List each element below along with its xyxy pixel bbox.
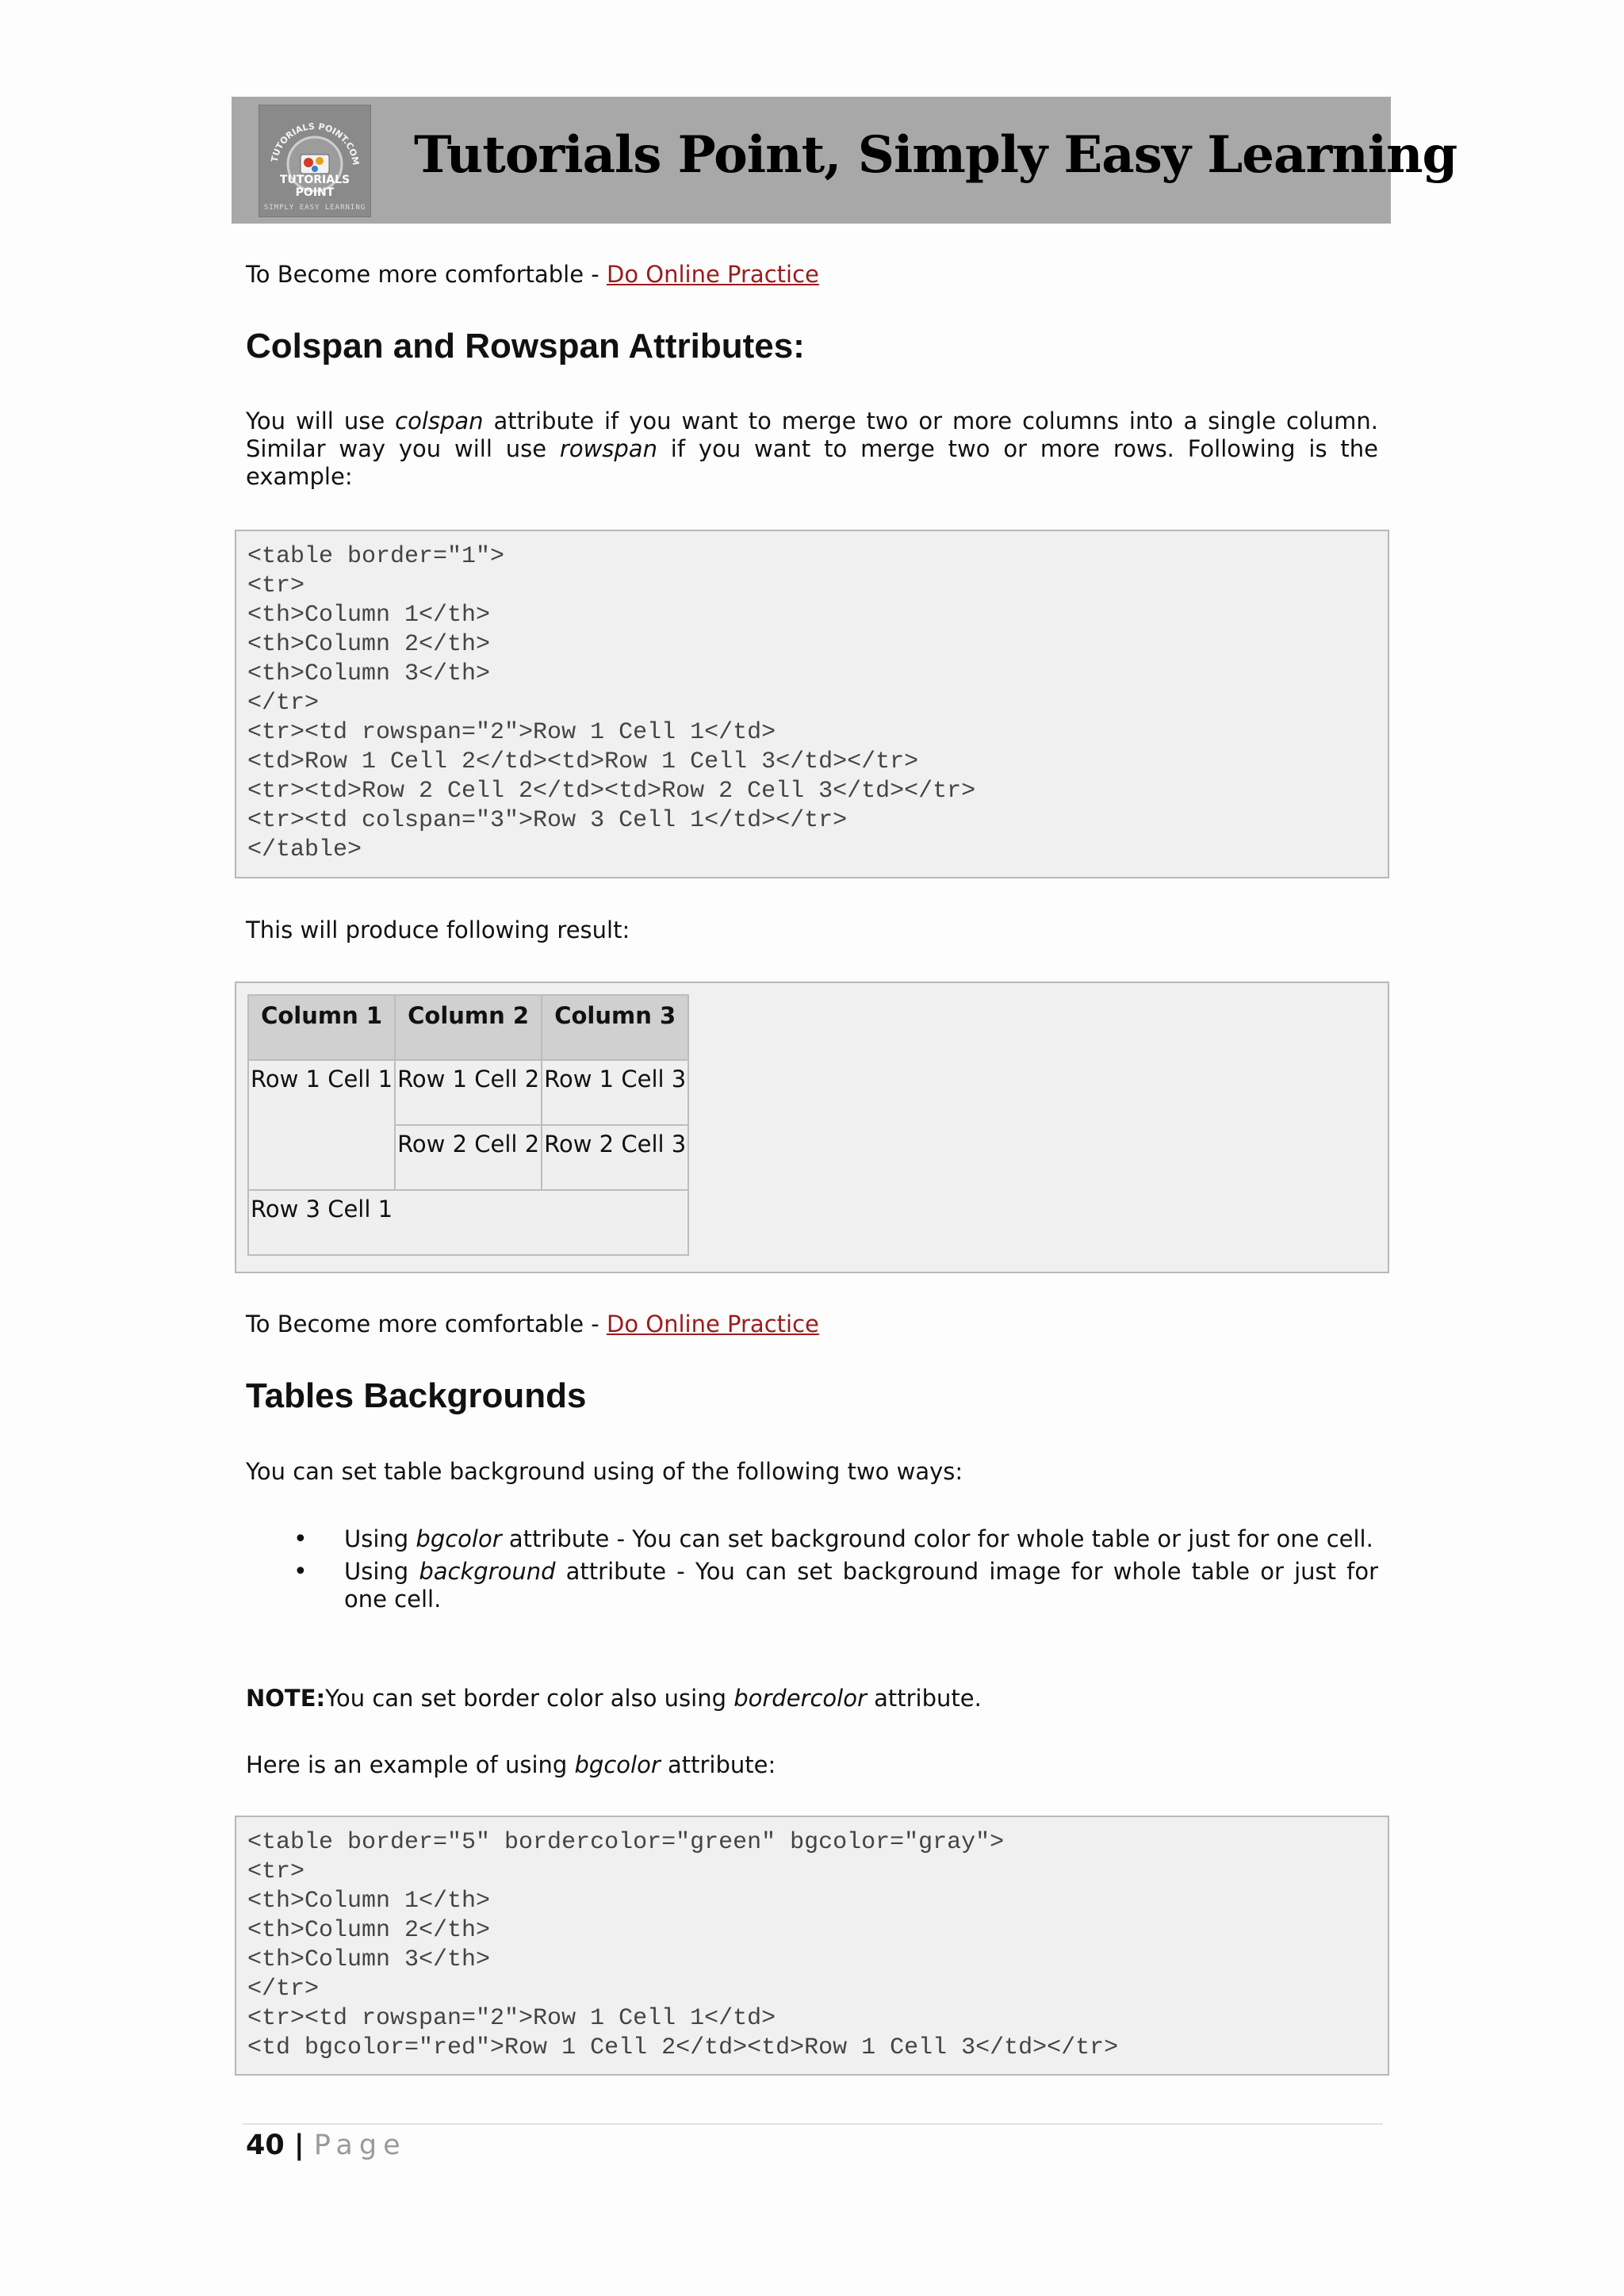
- page-label: Page: [313, 2130, 407, 2161]
- code-line: </table>: [247, 836, 362, 863]
- code-block-bgcolor-example: [235, 1816, 1389, 2076]
- code-line: <tr><td rowspan="2">Row 1 Cell 1</td>: [247, 719, 776, 746]
- code-line: <td bgcolor="red">Row 1 Cell 2</td><td>Row 1 Cell 3</td></tr>: [247, 2034, 1119, 2061]
- code-line: <th>Column 2</th>: [247, 1917, 491, 1944]
- table-header-cell: Column 1: [248, 995, 395, 1060]
- header-banner: [232, 97, 1457, 224]
- code-line: <th>Column 2</th>: [247, 631, 491, 658]
- table-cell: Row 2 Cell 2: [395, 1125, 542, 1190]
- logo-text-tagline: SIMPLY EASY LEARNING: [263, 204, 366, 212]
- code-line: <th>Column 3</th>: [247, 1946, 491, 1973]
- code-line: <tr><td>Row 2 Cell 2</td><td>Row 2 Cell 3</td></tr>: [247, 778, 976, 805]
- code-line: <th>Column 1</th>: [247, 1888, 491, 1915]
- result-table: [247, 994, 689, 1256]
- section-heading-tables-backgrounds: Tables Backgrounds: [246, 1376, 587, 1415]
- table-cell: Row 1 Cell 1: [248, 1060, 395, 1190]
- code-line: <th>Column 3</th>: [247, 660, 491, 687]
- code-line: <tr>: [247, 1858, 305, 1885]
- backgrounds-intro: You can set table background using of the following two ways:: [246, 1458, 963, 1485]
- svg-text:TUTORIALS POINT.COM: TUTORIALS POINT.COM: [269, 121, 362, 166]
- result-preview-box: [235, 982, 1389, 1273]
- page-number: 40: [246, 2130, 285, 2161]
- colspan-description: You will use colspan attribute if you want to merge two or more columns into a single column. Similar way you will use rowspan if you want to merge two or more rows. Following is the example:: [246, 408, 1378, 490]
- banner-title: Tutorials Point, Simply Easy Learning: [414, 125, 1457, 185]
- code-line: <td>Row 1 Cell 2</td><td>Row 1 Cell 3</td></tr>: [247, 748, 919, 775]
- table-row: [248, 1190, 688, 1255]
- code-line: <th>Column 1</th>: [247, 602, 491, 629]
- result-intro: This will produce following result:: [246, 916, 630, 943]
- code-line: </tr>: [247, 690, 320, 717]
- section-heading-colspan-rowspan: Colspan and Rowspan Attributes:: [246, 327, 805, 365]
- list-item: • Using bgcolor attribute - You can set background color for whole table or just for one cell.: [246, 1525, 1378, 1553]
- footer-divider: [243, 2123, 1383, 2125]
- code-block-colspan-example: [235, 530, 1389, 878]
- code-line: <tr><td rowspan="2">Row 1 Cell 1</td>: [247, 2005, 776, 2032]
- online-practice-link-2[interactable]: Do Online Practice: [606, 1311, 819, 1337]
- table-row: [248, 1060, 688, 1125]
- table-header-cell: Column 2: [395, 995, 542, 1060]
- code-line: <tr><td colspan="3">Row 3 Cell 1</td></tr>: [247, 807, 848, 834]
- table-cell: Row 1 Cell 2: [395, 1060, 542, 1125]
- practice-line-1: To Become more comfortable - Do Online Practice: [246, 261, 819, 288]
- table-header-cell: Column 3: [542, 995, 688, 1060]
- tutorials-point-logo: [259, 105, 371, 217]
- list-item: • Using background attribute - You can set background image for whole table or just for one cell.: [246, 1558, 1378, 1613]
- table-cell: Row 2 Cell 3: [542, 1125, 688, 1190]
- background-methods-list: [246, 1525, 1378, 1618]
- logo-text-main: TUTORIALS POINT: [279, 174, 350, 199]
- bgcolor-example-intro: Here is an example of using bgcolor attribute:: [246, 1751, 776, 1778]
- table-cell: Row 3 Cell 1: [248, 1190, 688, 1255]
- table-row: [248, 995, 688, 1060]
- table-cell: Row 1 Cell 3: [542, 1060, 688, 1125]
- practice-line-2: To Become more comfortable - Do Online Practice: [246, 1311, 819, 1337]
- logo-emblem-icon: [259, 105, 370, 216]
- online-practice-link-1[interactable]: Do Online Practice: [606, 261, 819, 288]
- code-line: <table border="1">: [247, 543, 505, 570]
- note-line: NOTE:You can set border color also using bordercolor attribute.: [246, 1685, 982, 1712]
- code-line: <tr>: [247, 572, 305, 599]
- code-line: <table border="5" bordercolor="green" bgcolor="gray">: [247, 1829, 1005, 1856]
- code-line: </tr>: [247, 1976, 320, 2003]
- page-footer: 40 | Page: [246, 2130, 407, 2161]
